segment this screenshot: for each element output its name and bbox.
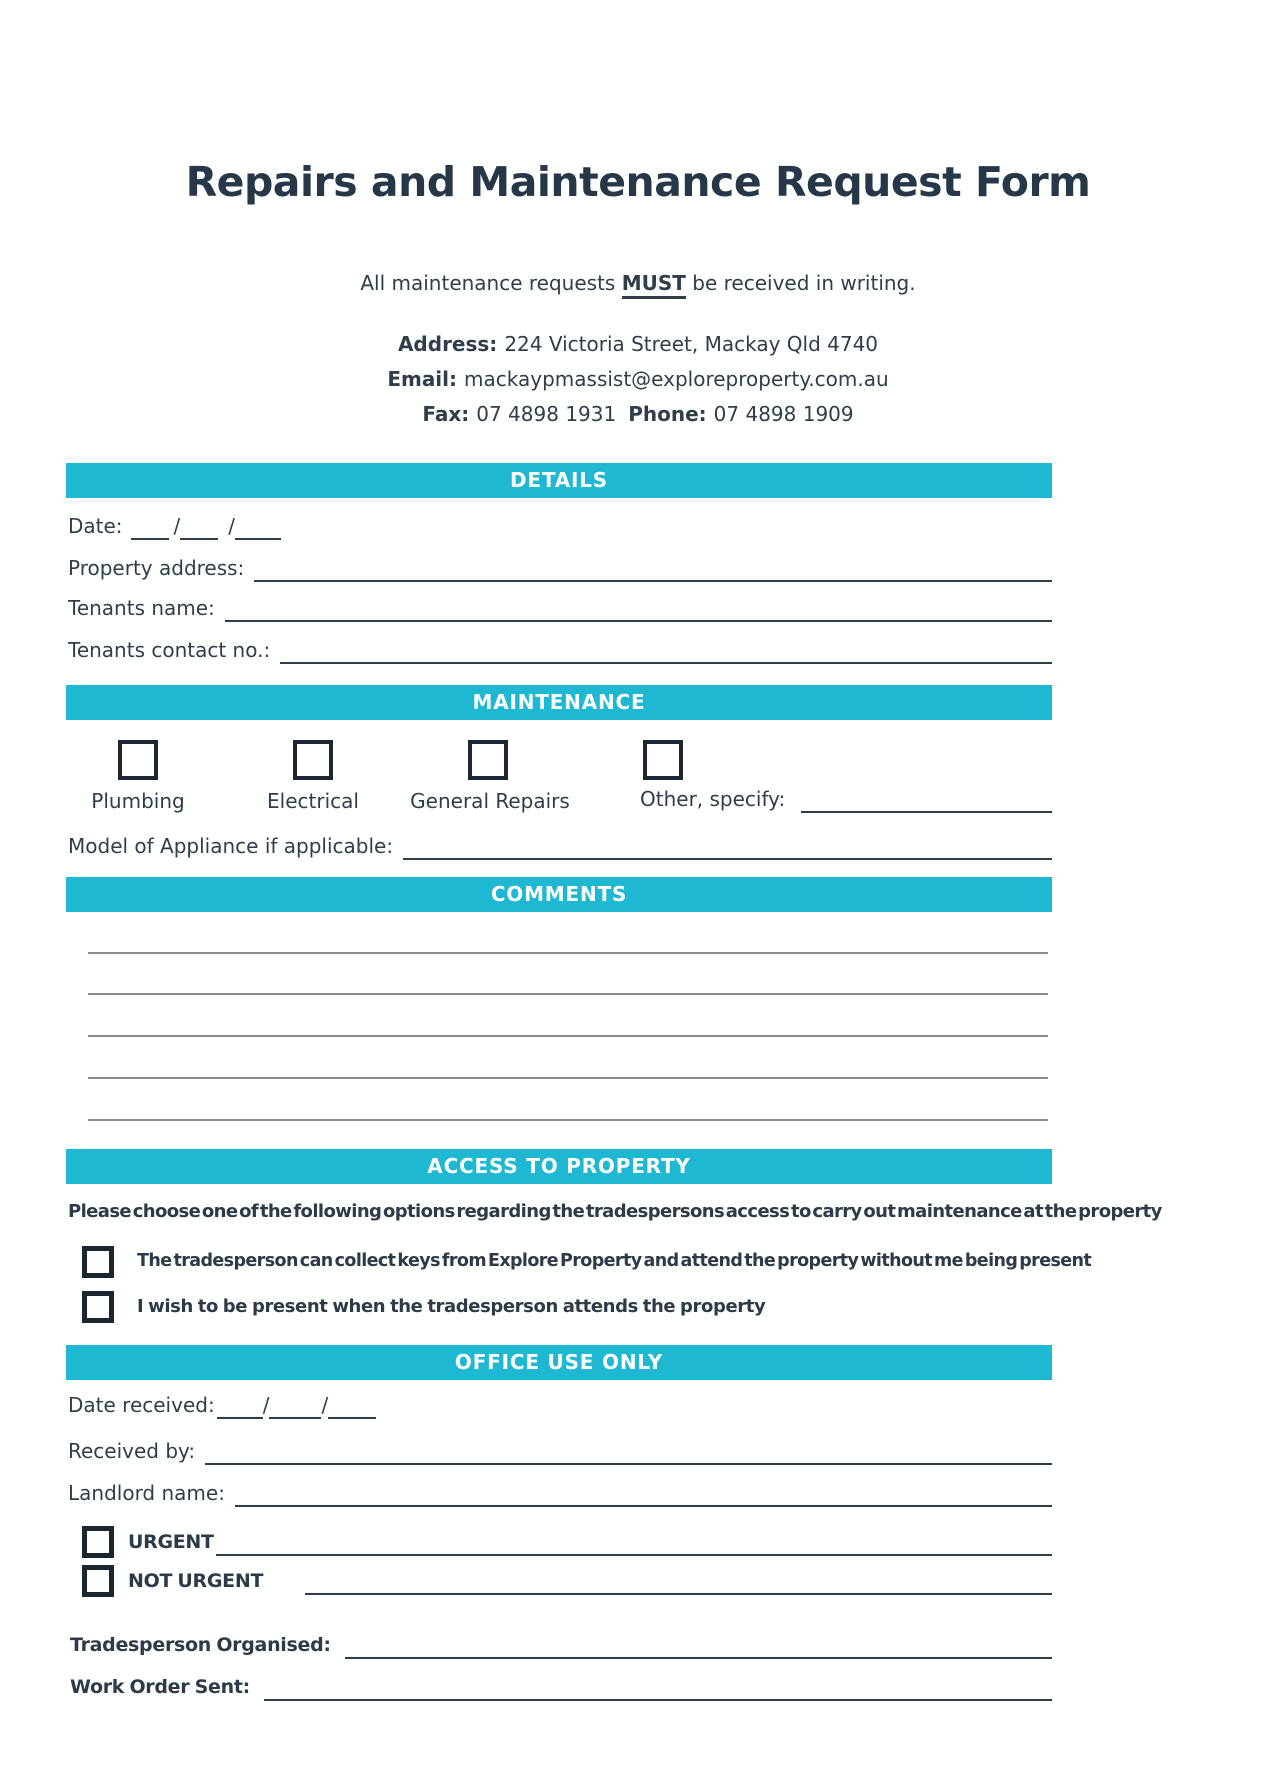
maintenance-section-header: MAINTENANCE (66, 685, 1052, 720)
received-by-row (68, 1438, 1052, 1465)
email-line (0, 367, 1276, 391)
address-value: 224 Victoria Street, Mackay Qld 4740 (504, 332, 879, 356)
electrical-label: Electrical (267, 789, 359, 813)
address-line (0, 332, 1276, 356)
tradesperson-organised-field[interactable] (345, 1633, 1052, 1659)
tradesperson-organised-row (70, 1632, 1052, 1659)
tenant-contact-field[interactable] (280, 638, 1052, 664)
date-day-field[interactable] (131, 516, 169, 540)
date-received-row (68, 1392, 376, 1419)
comments-writing-line[interactable] (88, 1035, 1048, 1037)
date-row (68, 513, 281, 540)
address-label: Address: (397, 332, 498, 356)
other-specify-field[interactable] (801, 787, 1052, 813)
date-received-slash: / (262, 1393, 270, 1417)
appliance-model-row (68, 833, 1052, 860)
date-year-field[interactable] (235, 516, 281, 540)
appliance-model-field[interactable] (403, 834, 1052, 860)
other-checkbox[interactable] (643, 740, 683, 780)
work-order-sent-row (70, 1674, 1052, 1701)
comments-section-header: COMMENTS (66, 877, 1052, 912)
access-present-option-label: I wish to be present when the tradesperson attends the property (137, 1296, 766, 1317)
date-slash: / (228, 514, 236, 538)
tenant-contact-label: Tenants contact no.: (68, 638, 271, 662)
not-urgent-label: NOT URGENT (128, 1570, 264, 1592)
landlord-name-field[interactable] (235, 1481, 1052, 1507)
comments-writing-line[interactable] (88, 993, 1048, 995)
tenant-name-field[interactable] (225, 596, 1052, 622)
work-order-sent-field[interactable] (264, 1675, 1052, 1701)
landlord-name-label: Landlord name: (68, 1481, 225, 1505)
details-section-header: DETAILS (66, 463, 1052, 498)
urgent-label: URGENT (128, 1531, 214, 1553)
comments-writing-line[interactable] (88, 1077, 1048, 1079)
subtitle-prefix: All maintenance requests (360, 271, 622, 295)
urgent-field[interactable] (216, 1530, 1052, 1556)
plumbing-checkbox[interactable] (118, 740, 158, 780)
landlord-name-row (68, 1480, 1052, 1507)
date-received-month-field[interactable] (269, 1395, 321, 1419)
electrical-checkbox[interactable] (293, 740, 333, 780)
date-received-label: Date received: (68, 1393, 215, 1417)
access-intro-text: Please choose one of the following options regarding the tradespersons access to carry out maintenance at the property (68, 1201, 1162, 1222)
fax-label: Fax: (422, 402, 470, 426)
plumbing-label: Plumbing (91, 789, 185, 813)
not-urgent-row (128, 1568, 1052, 1595)
urgent-checkbox[interactable] (82, 1526, 114, 1558)
comments-writing-line[interactable] (88, 952, 1048, 954)
not-urgent-field[interactable] (305, 1569, 1052, 1595)
fax-value: 07 4898 1931 (476, 402, 617, 426)
other-specify-label: Other, specify: (640, 787, 786, 811)
tenant-name-label: Tenants name: (68, 596, 215, 620)
date-slash: / (173, 514, 181, 538)
property-address-field[interactable] (254, 556, 1052, 582)
fax-phone-line (0, 402, 1276, 426)
date-received-day-field[interactable] (217, 1395, 263, 1419)
property-address-label: Property address: (68, 556, 245, 580)
email-value: mackaypmassist@exploreproperty.com.au (464, 367, 889, 391)
date-received-slash: / (321, 1393, 329, 1417)
work-order-sent-label: Work Order Sent: (70, 1676, 250, 1698)
access-keys-option-label: The tradesperson can collect keys from Explore Property and attend the property without me being present (137, 1251, 1092, 1271)
urgent-row (128, 1529, 1052, 1556)
access-keys-checkbox[interactable] (82, 1246, 114, 1278)
tenant-contact-row (68, 637, 1052, 664)
access-section-header: ACCESS TO PROPERTY (66, 1149, 1052, 1184)
tradesperson-organised-label: Tradesperson Organised: (70, 1634, 331, 1656)
subtitle-emphasis: MUST (622, 271, 686, 299)
other-specify-row (640, 786, 1052, 813)
property-address-row (68, 555, 1052, 582)
tenant-name-row (68, 595, 1052, 622)
phone-label: Phone: (628, 402, 707, 426)
date-received-year-field[interactable] (328, 1395, 376, 1419)
office-section-header: OFFICE USE ONLY (66, 1345, 1052, 1380)
page-title: Repairs and Maintenance Request Form (185, 158, 1091, 206)
access-present-checkbox[interactable] (82, 1291, 114, 1323)
date-label: Date: (68, 514, 123, 538)
general-repairs-checkbox[interactable] (468, 740, 508, 780)
general-repairs-label: General Repairs (410, 789, 570, 813)
received-by-label: Received by: (68, 1439, 196, 1463)
comments-writing-line[interactable] (88, 1119, 1048, 1121)
appliance-model-label: Model of Appliance if applicable: (68, 834, 394, 858)
subtitle-suffix: be received in writing. (685, 271, 916, 295)
received-by-field[interactable] (205, 1439, 1052, 1465)
phone-value: 07 4898 1909 (713, 402, 854, 426)
email-label: Email: (387, 367, 458, 391)
not-urgent-checkbox[interactable] (82, 1565, 114, 1597)
form-subtitle (0, 271, 1276, 295)
date-month-field[interactable] (180, 516, 218, 540)
